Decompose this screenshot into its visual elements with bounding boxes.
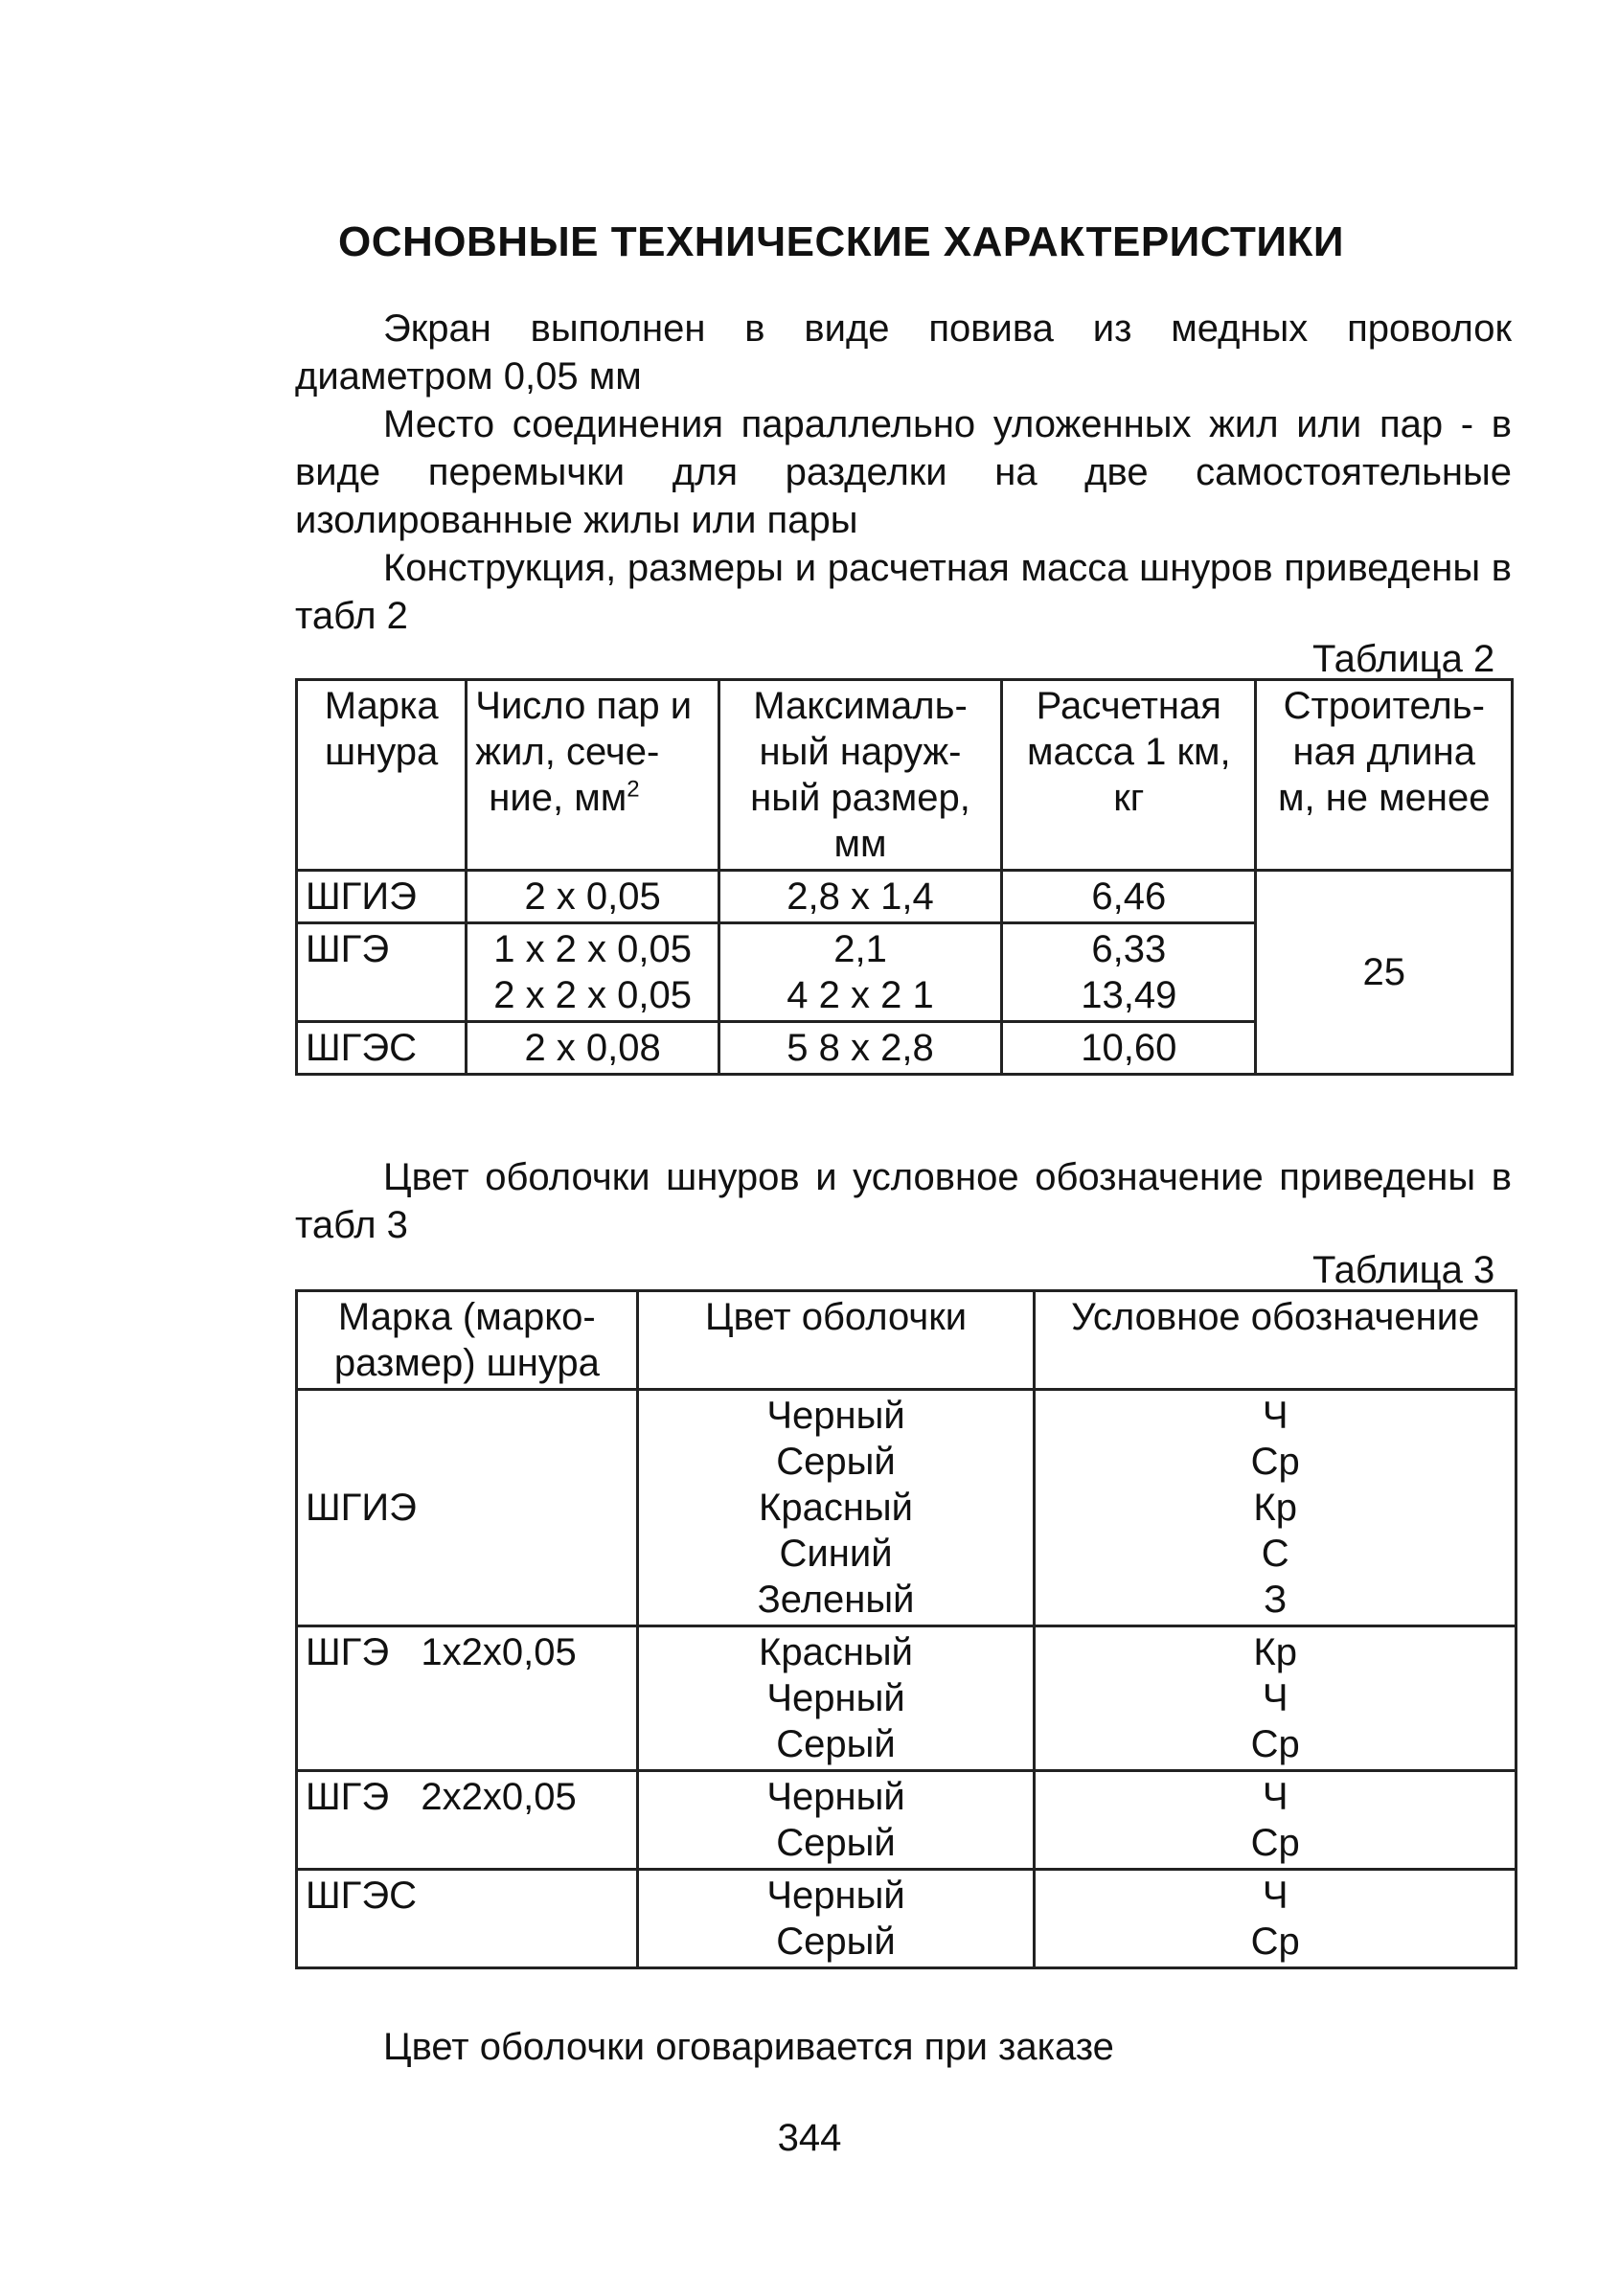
header-line: шнура: [325, 731, 439, 773]
header-line: Расчетная: [1036, 685, 1221, 727]
header-line: Строитель-: [1283, 685, 1485, 727]
cell-line: Серый: [776, 1921, 896, 1963]
cell-line: Зеленый: [757, 1579, 915, 1621]
table3-cell-colors: [637, 1626, 1035, 1771]
cell-line: 13,49: [1081, 974, 1177, 1016]
table3-cell-colors: [637, 1870, 1035, 1968]
table3-cell-mark: ШГЭ 2х2х0,05: [297, 1771, 638, 1870]
header-line: ный наруж-: [759, 731, 962, 773]
table2-cell-count: 2 х 0,08: [467, 1022, 719, 1075]
table3-cell-colors: [637, 1771, 1035, 1870]
paragraph-colors: [295, 1153, 1512, 1249]
header-line: Марка (марко-: [337, 1296, 596, 1338]
table2-cell-size: [718, 923, 1001, 1022]
paragraph-joint-text: Место соединения параллельно уложенных жил или пар - в виде перемычки для разделки на две самостоятельные изолированные жилы или пары: [295, 403, 1512, 541]
table3-caption: Таблица 3: [1312, 1249, 1495, 1291]
cell-line: Ч: [1262, 1875, 1288, 1917]
table3-cell-codes: [1035, 1771, 1516, 1870]
table2-header-mass: [1002, 680, 1256, 871]
cell-line: Ср: [1250, 1441, 1300, 1483]
paragraph-screen-text: Экран выполнен в виде повива из медных проволок диаметром 0,05 мм: [295, 307, 1512, 398]
cell-line: Ч: [1262, 1776, 1288, 1818]
cell-line: Красный: [759, 1487, 914, 1529]
table3-header-mark: [297, 1291, 638, 1390]
table-2: [295, 678, 1514, 1076]
cell-line: Серый: [776, 1822, 896, 1864]
table3-header-color: Цвет оболочки: [637, 1291, 1035, 1390]
header-line: ние, мм: [489, 777, 627, 819]
header-line: Число пар и: [475, 685, 693, 727]
table2-cell-mark: ШГЭС: [297, 1022, 467, 1075]
table3-cell-colors: [637, 1390, 1035, 1626]
paragraph-construction: [295, 544, 1512, 640]
table2-header-mark: [297, 680, 467, 871]
table2-header-row: [297, 680, 1513, 871]
table3-cell-codes: [1035, 1870, 1516, 1968]
cell-line: Черный: [766, 1395, 905, 1437]
superscript-exponent: 2: [627, 776, 640, 803]
paragraph-joint: [295, 400, 1512, 544]
cell-line: Черный: [766, 1677, 905, 1719]
cell-line: 2,1: [833, 928, 887, 970]
table3-header-code: Условное обозначение: [1035, 1291, 1516, 1390]
table2-cell-mass: 6,46: [1002, 871, 1256, 923]
header-line: Максималь-: [753, 685, 968, 727]
page-number: 344: [777, 2117, 842, 2159]
table2-cell-mass: 10,60: [1002, 1022, 1256, 1075]
table2-header-length: [1256, 680, 1513, 871]
table2-header-size: [718, 680, 1001, 871]
header-line: размер) шнура: [333, 1342, 600, 1384]
cell-line: Ср: [1250, 1723, 1300, 1765]
cell-line: Серый: [776, 1723, 896, 1765]
table-row: [297, 1870, 1516, 1968]
cell-line: 1 х 2 х 0,05: [493, 928, 692, 970]
cell-line: 6,33: [1091, 928, 1167, 970]
table3-cell-mark: ШГЭ 1х2х0,05: [297, 1626, 638, 1771]
cell-line: Ср: [1250, 1822, 1300, 1864]
cell-line: Ср: [1250, 1921, 1300, 1963]
cell-line: Черный: [766, 1875, 905, 1917]
paragraph-colors-text: Цвет оболочки шнуров и условное обозначение приведены в табл 3: [295, 1156, 1512, 1246]
cell-line: Красный: [759, 1631, 914, 1673]
cell-line: С: [1261, 1533, 1289, 1575]
table3-cell-mark: ШГЭС: [297, 1870, 638, 1968]
cell-line: Черный: [766, 1776, 905, 1818]
table-3: [295, 1289, 1517, 1969]
header-line: жил, сече-: [475, 731, 660, 773]
paragraph-construction-text: Конструкция, размеры и расчетная масса шнуров приведены в табл 2: [295, 547, 1512, 637]
table2-cell-size: 5 8 х 2,8: [718, 1022, 1001, 1075]
cell-line: Кр: [1253, 1631, 1297, 1673]
table2-cell-mass: [1002, 923, 1256, 1022]
table2-cell-length: 25: [1256, 871, 1513, 1075]
cell-line: Ч: [1262, 1677, 1288, 1719]
cell-line: 2 х 2 х 0,05: [493, 974, 692, 1016]
table3-cell-codes: [1035, 1626, 1516, 1771]
table3-header-row: [297, 1291, 1516, 1390]
header-line: Марка: [324, 685, 439, 727]
table3-cell-codes: [1035, 1390, 1516, 1626]
header-line: масса 1 км,: [1026, 731, 1231, 773]
paragraph-order-note: [295, 2023, 1512, 2071]
header-line: кг: [1113, 777, 1145, 819]
page-heading: ОСНОВНЫЕ ТЕХНИЧЕСКИЕ ХАРАКТЕРИСТИКИ: [338, 218, 1344, 265]
header-line: мм: [833, 823, 887, 865]
cell-line: Ч: [1262, 1395, 1288, 1437]
header-line: м, не менее: [1277, 777, 1491, 819]
table2-cell-count: [467, 923, 719, 1022]
table-row: [297, 1771, 1516, 1870]
header-line: ная длина: [1292, 731, 1475, 773]
cell-line: 4 2 х 2 1: [787, 974, 934, 1016]
table2-cell-size: 2,8 х 1,4: [718, 871, 1001, 923]
cell-line: Серый: [776, 1441, 896, 1483]
paragraph-order-note-text: Цвет оболочки оговаривается при заказе: [383, 2026, 1114, 2068]
table2-header-count: [467, 680, 719, 871]
cell-line: Кр: [1253, 1487, 1297, 1529]
table2-cell-mark: ШГЭ: [297, 923, 467, 1022]
table3-cell-mark: ШГИЭ: [297, 1390, 638, 1626]
cell-line: Синий: [779, 1533, 893, 1575]
table2-cell-count: 2 х 0,05: [467, 871, 719, 923]
table2-caption: Таблица 2: [1312, 638, 1495, 680]
paragraph-screen: [295, 305, 1512, 400]
table-row: [297, 1390, 1516, 1626]
table-row: [297, 871, 1513, 923]
table-row: [297, 1626, 1516, 1771]
cell-line: З: [1264, 1579, 1288, 1621]
header-line: ный размер,: [750, 777, 970, 819]
table2-cell-mark: ШГИЭ: [297, 871, 467, 923]
